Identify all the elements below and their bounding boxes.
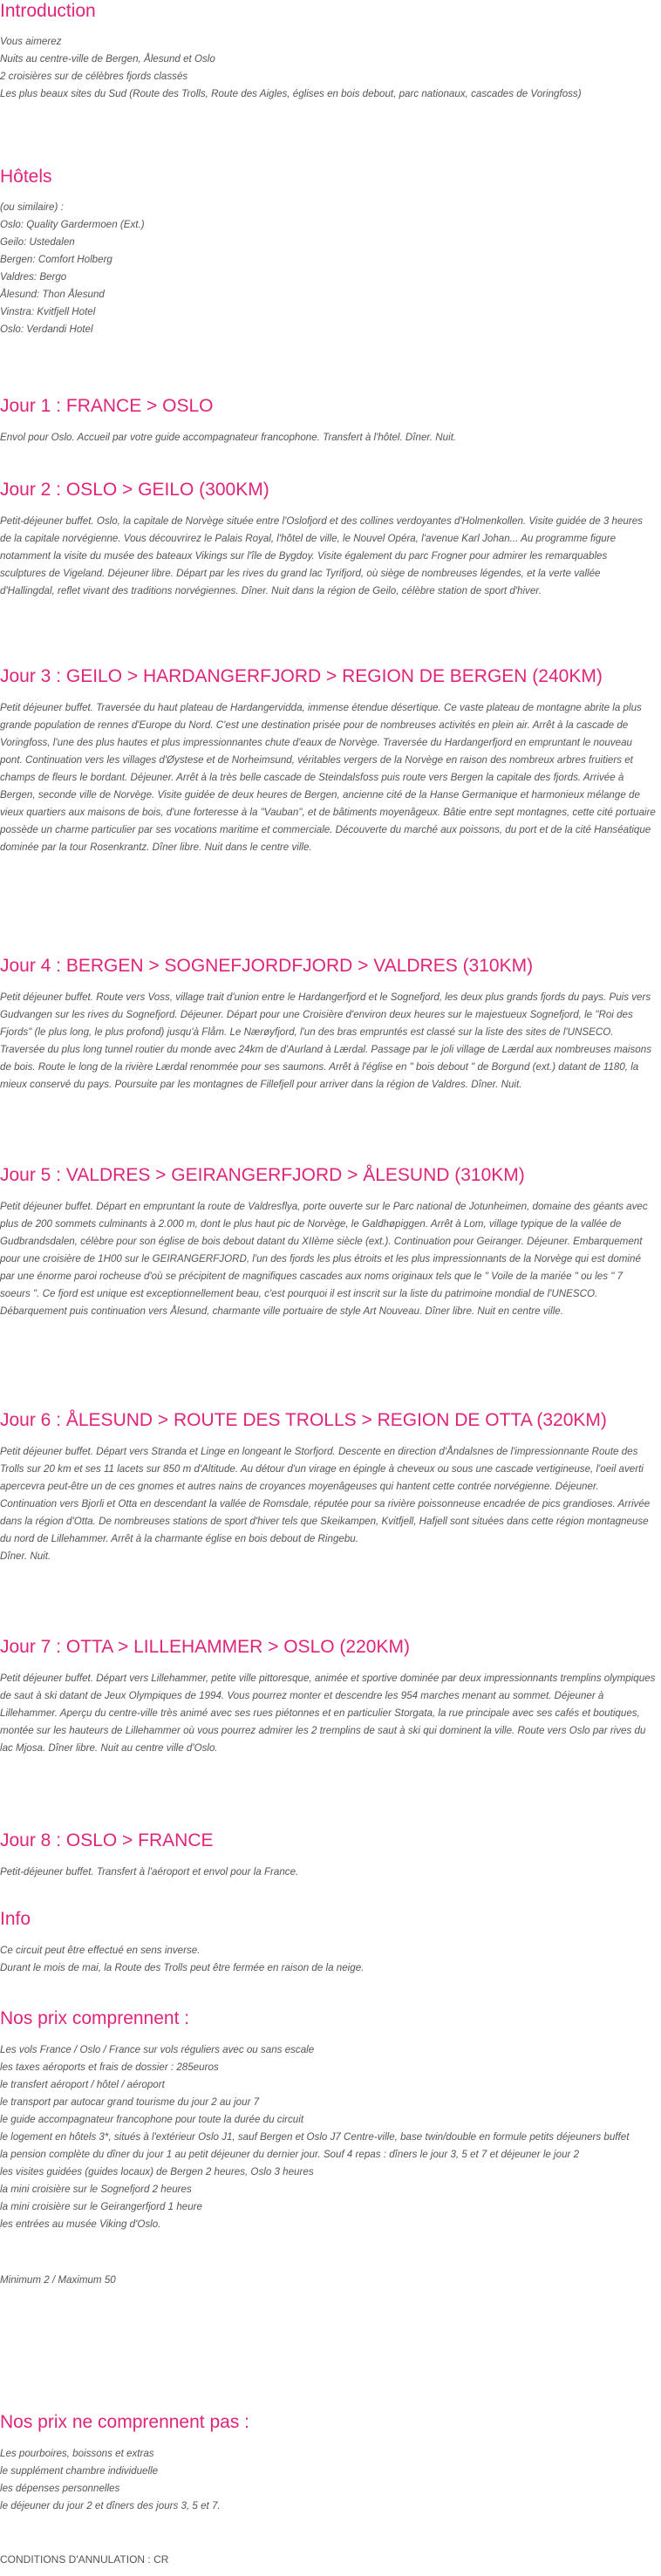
hotel-line: Valdres: Bergo [0,271,67,283]
conditions-section [0,2551,656,2568]
day-3-text: Petit déjeuner buffet. Traversée du haut plateau de Hardangervidda, immense étendue désertique. Ce vaste plateau de montagne abrite la plus grande population de rennes d'Europe du Nord. C'est une destination prisée pour de nombreuses activités en plein air. Arrêt à la cascade de Voringfoss, l'une des plus hautes et plus impressionnantes chute d'eaux de Norvège. Traversée du Hardangerfjord en empruntant le nouveau pont. Continuation vers les villages d'Øystese et de Norheimsund, véritables vergers de la Norvège en raison des nombreux arbres fruitiers et champs de fleurs le bordant. Déjeuner. Arrêt à la très belle cascade de Steindalsfoss puis route vers Bergen la capitale des fjords. Arrivée à Bergen, seconde ville de Norvège. Visite guidée de deux heures de Bergen, ancienne cité de la Hanse Germanique et harmonieux mélange de vieux quartiers aux maisons de bois, d'une forteresse à la "Vauban", et de bâtiments moyenâgeux. Bâtie entre sept montagnes, cette cité portuaire possède un charme particulier par ses vocations maritime et commerciale. Découverte du marché aux poissons, du port et de la cité Hanséatique dominée par la tour Rosenkrantz. Dîner libre. Nuit dans le centre ville. [0,702,656,853]
included-section [0,2007,656,2289]
day-3-title: Jour 3 : GEILO > HARDANGERFJORD > REGION DE BERGEN (240KM) [0,666,603,686]
included-line: Les vols France / Oslo / France sur vols réguliers avec ou sans escale [0,2044,315,2055]
included-line: le transport par autocar grand tourisme du jour 2 au jour 7 [0,2096,260,2108]
introduction-line: Vous aimerez [0,36,62,47]
excluded-section [0,2411,656,2515]
info-title: Info [0,1909,31,1929]
day-1-text: Envol pour Oslo. Accueil par votre guide accompagnateur francophone. Transfert à l'hôtel. Dîner. Nuit. [0,432,457,443]
info-section [0,1908,656,1977]
included-line: les taxes aéroports et frais de dossier : 285euros [0,2061,219,2073]
day-3-section [0,665,656,856]
introduction-title: Introduction [0,1,96,21]
hotel-line: Oslo: Quality Gardermoen (Ext.) [0,219,145,230]
excluded-lines [0,2445,656,2515]
day-5-text: Petit déjeuner buffet. Départ en empruntant la route de Valdresflya, porte ouverte sur le Parc national de Jotunheimen, domaine des géants avec plus de 200 sommets culminants à 2.000 m, dont le plus haut pic de Norvège, le Galdhøpiggen. Arrêt à Lom, village typique de la vallée de Gudbrandsdalen, célèbre pour son église de bois debout datant du XIIème siècle (ext.). Continuation pour Geiranger. Déjeuner. Embarquement pour une croisière de 1H00 sur le GEIRANGERFJORD, l'un des fjords les plus étroits et les plus impressionnants de la Norvège qui est dominé par une énorme paroi rocheuse d'où se précipitent de magnifiques cascades aux noms originaux tels que le " Voile de la mariée " ou les " 7 soeurs ". Ce fjord est unique est exceptionnellement beau, c'est pourquoi il est inscrit sur la liste du patrimoine mondial de l'UNESCO. Débarquement puis continuation vers Ålesund, charmante ville portuaire de style Art Nouveau. Dîner libre. Nuit en centre ville. [0,1201,648,1317]
day-2-section [0,479,656,600]
hotels-section [0,166,656,338]
day-5-title: Jour 5 : VALDRES > GEIRANGERFJORD > ÅLESUND (310KM) [0,1165,525,1185]
day-1-title: Jour 1 : FRANCE > OSLO [0,396,214,416]
included-line: les visites guidées (guides locaux) de Bergen 2 heures, Oslo 3 heures [0,2166,314,2177]
included-line: la pension complète du dîner du jour 1 au petit déjeuner du dernier jour. Souf 4 repas : dîners le jour 3, 5 et 7 et déjeuner le jour 2 [0,2149,580,2160]
day-2-title: Jour 2 : OSLO > GEILO (300KM) [0,480,269,500]
excluded-line: Les pourboires, boissons et extras [0,2448,154,2459]
included-line: le logement en hôtels 3*, situés à l'extérieur Oslo J1, sauf Bergen et Oslo J7 Centre-ville, base twin/double en formule petits déjeuners buffet [0,2131,630,2143]
included-line: le transfert aéroport / hôtel / aéroport [0,2079,165,2090]
day-8-section [0,1830,656,1881]
introduction-lines [0,33,656,103]
hotel-line: (ou similaire) : [0,201,64,213]
day-4-title: Jour 4 : BERGEN > SOGNEFJORDFJORD > VALDRES (310KM) [0,956,534,976]
cancellation-conditions: CONDITIONS D'ANNULATION : CR [0,2553,169,2566]
introduction-line: 2 croisières sur de célèbres fjords classés [0,71,188,82]
excluded-line: le déjeuner du jour 2 et dîners des jours 3, 5 et 7. [0,2500,221,2511]
hotel-line: Oslo: Verdandi Hotel [0,324,93,335]
day-6-text: Petit déjeuner buffet. Départ vers Stranda et Linge en longeant le Storfjord. Descente en direction d'Åndalsnes de l'impressionnante Route des Trolls sur 20 km et ses 11 lacets sur 850 m d'Altitude. Au détour d'un virage en épingle à cheveux ou sous une cascade vertigineuse, l'oeil averti apercevra peut-être un de ces gnomes et autres nains de croyances moyenâgeuses qui hantent cette contrée norvégienne. Déjeuner. Continuation vers Bjorli et Otta en descendant la vallée de Romsdale, réputée pour sa rivière poissonneuse encadrée de pics grandioses. Arrivée dans la région d'Otta. De nombreuses stations de sport d'hiver tels que Skeikampen, Kvitfjell, Hafjell sont situées dans cette région montagneuse du nord de Lillehammer. Arrêt à la charmante église en bois debout de Ringebu. Dîner. Nuit. [0,1446,651,1562]
day-6-title: Jour 6 : ÅLESUND > ROUTE DES TROLLS > REGION DE OTTA (320KM) [0,1410,607,1430]
included-line: le guide accompagnateur francophone pour toute la durée du circuit [0,2114,304,2125]
info-line: Durant le mois de mai, la Route des Trolls peut être fermée en raison de la neige. [0,1962,365,1973]
included-line: la mini croisière sur le Sognefjord 2 heures [0,2184,192,2195]
introduction-line: Les plus beaux sites du Sud (Route des Trolls, Route des Aigles, églises en bois debout, parc nationaux, cascades de Voringfoss) [0,88,582,99]
day-2-text: Petit-déjeuner buffet. Oslo, la capitale de Norvège située entre l'Oslofjord et des collines verdoyantes d'Holmenkollen. Visite guidée de 3 heures de la capitale norvégienne. Vous découvrirez le Palais Royal, l'hôtel de ville, le Nouvel Opéra, l'avenue Karl Johan... Au programme figure notamment la visite du musée des bateaux Vikings sur l'île de Bygdoy. Visite également du parc Frogner pour admirer les remarquables sculptures de Vigeland. Déjeuner libre. Départ par les rives du grand lac Tyrifjord, où siège de nombreuses légendes, et la verte vallée d'Hallingdal, reflet vivant des traditions norvégiennes. Dîner. Nuit dans la région de Geilo, célèbre station de sport d'hiver. [0,515,643,596]
included-line: les entrées au musée Viking d'Oslo. [0,2218,161,2230]
day-8-title: Jour 8 : OSLO > FRANCE [0,1830,214,1850]
day-7-title: Jour 7 : OTTA > LILLEHAMMER > OSLO (220KM) [0,1637,410,1657]
info-lines [0,1942,656,1977]
day-4-text: Petit déjeuner buffet. Route vers Voss, village trait d'union entre le Hardangerfjord et le Sognefjord, les deux plus grands fjords du pays. Puis vers Gudvangen sur les rives du Sognefjord. Déjeuner. Départ pour une Croisière d'environ deux heures sur le majestueux Sognefjord, le "Roi des Fjords" (le plus long, le plus profond) jusqu'à Flåm. Le Nærøyfjord, l'un des bras empruntés est classé sur la liste des sites de l'UNSECO. Traversée du plus long tunnel routier du monde avec 24km de d'Aurland à Lærdal. Passage par le joli village de Lærdal aux nombreuses maisons de bois. Route le long de la rivière Lærdal renommée pour ses saumons. Arrêt à l'église en " bois debout " de Borgund (ext.) datant de 1180, la mieux conservé du pays. Poursuite par les montagnes de Fillefjell pour arriver dans la région de Valdres. Dîner. Nuit. [0,992,651,1090]
hotel-line: Vinstra: Kvitfjell Hotel [0,306,96,317]
hotel-line: Bergen: Comfort Holberg [0,254,112,265]
day-1-section [0,395,656,446]
hotels-lines [0,199,656,338]
day-8-text: Petit-déjeuner buffet. Transfert à l'aéroport et envol pour la France. [0,1866,299,1877]
day-7-section [0,1636,656,1757]
included-title: Nos prix comprennent : [0,2008,190,2028]
introduction-line: Nuits au centre-ville de Bergen, Ålesund et Oslo [0,53,215,65]
excluded-line: les dépenses personnelles [0,2483,120,2494]
day-4-section [0,955,656,1094]
included-line: la mini croisière sur le Geirangerfjord 1 heure [0,2201,202,2212]
day-5-section [0,1164,656,1320]
excluded-title: Nos prix ne comprennent pas : [0,2412,249,2432]
participants-line: Minimum 2 / Maximum 50 [0,2274,116,2286]
excluded-line: le supplément chambre individuelle [0,2465,159,2477]
info-line: Ce circuit peut être effectué en sens inverse. [0,1945,201,1956]
hotels-title: Hôtels [0,167,52,187]
hotel-line: Ålesund: Thon Ålesund [0,289,105,300]
day-7-text: Petit déjeuner buffet. Départ vers Lillehammer, petite ville pittoresque, animée et sportive dominée par deux impressionnants tremplins olympiques de saut à ski datant de Jeux Olympiques de 1994. Vous pourrez monter et descendre les 954 marches menant au sommet. Déjeuner à Lillehammer. Aperçu du centre-ville très animé avec ses rues piétonnes et en particulier Storgata, la rue principale avec ses cafés et boutiques, montée sur les hauteurs de Lillehammer où vous pourrez admirer les 2 tremplins de saut à ski qui dominent la ville. Route vers Oslo par rives du lac Mjosa. Dîner libre. Nuit au centre ville d'Oslo. [0,1673,656,1754]
day-6-section [0,1409,656,1565]
included-lines [0,2041,656,2233]
introduction-section [0,0,656,103]
hotel-line: Geilo: Ustedalen [0,236,75,248]
